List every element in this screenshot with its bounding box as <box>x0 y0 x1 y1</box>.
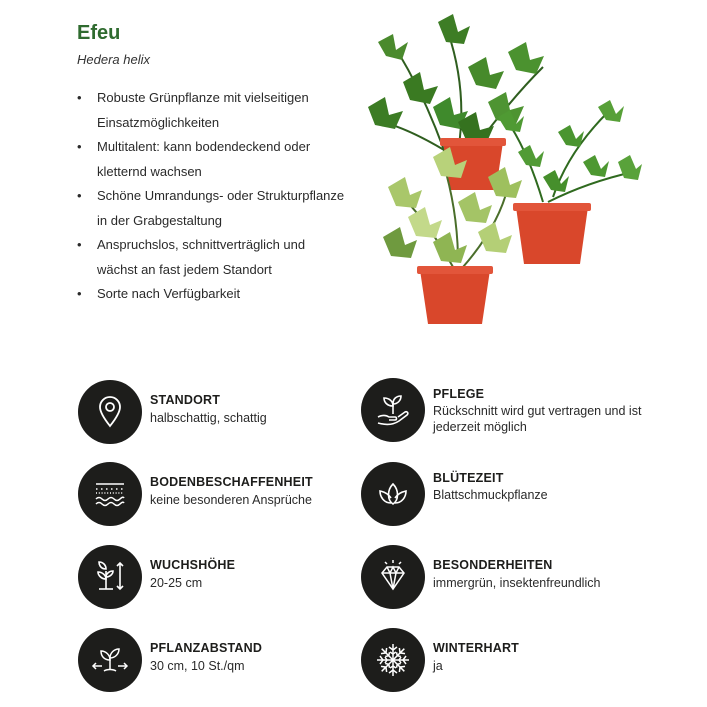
feature-bodenbeschaffenheit <box>78 462 378 528</box>
list-item <box>77 282 347 307</box>
feature-label: BLÜTEZEIT <box>433 471 504 485</box>
lotus-flower-icon <box>373 474 413 514</box>
diamond-icon <box>373 557 413 597</box>
snowflake-icon <box>373 640 413 680</box>
feature-label: PFLANZABSTAND <box>150 641 263 655</box>
feature-icon-circle <box>361 628 425 692</box>
plant-height-icon <box>90 557 130 597</box>
bullet-dot: • <box>77 286 82 301</box>
feature-pflanzabstand <box>78 628 378 694</box>
feature-pflege <box>361 378 661 444</box>
feature-wuchshoehe <box>78 545 378 611</box>
feature-value: Blattschmuckpflanze <box>433 488 548 502</box>
feature-label: BODENBESCHAFFENHEIT <box>150 475 313 489</box>
feature-value: 20-25 cm <box>150 576 203 590</box>
list-item <box>77 184 347 233</box>
bullet-text: Multitalent: kann bodendeckend oder kletternd wachsen <box>97 139 311 179</box>
feature-icon-circle <box>78 462 142 526</box>
feature-label: WUCHSHÖHE <box>150 558 236 572</box>
plant-spacing-icon <box>90 640 130 680</box>
feature-label: BESONDERHEITEN <box>433 558 553 572</box>
feature-icon-circle <box>361 462 425 526</box>
feature-label: WINTERHART <box>433 641 520 655</box>
feature-winterhart <box>361 628 661 694</box>
soil-layers-icon <box>90 474 130 514</box>
latin-name: Hedera helix <box>77 52 150 67</box>
list-item <box>77 135 347 184</box>
feature-value: immergrün, insektenfreundlich <box>433 576 601 590</box>
feature-icon-circle <box>361 378 425 442</box>
feature-bullet-list <box>77 86 347 307</box>
feature-value: 30 cm, 10 St./qm <box>150 659 245 673</box>
hand-seedling-icon <box>373 390 413 430</box>
bullet-text: Schöne Umrandungs- oder Strukturpflanze in der Grabgestaltung <box>97 188 345 228</box>
feature-icon-circle <box>361 545 425 609</box>
feature-icon-circle <box>78 628 142 692</box>
feature-standort <box>78 380 378 446</box>
ivy-plant-variegated <box>383 147 522 267</box>
feature-value: ja <box>433 659 443 673</box>
product-image <box>358 12 643 332</box>
bullet-text: Anspruchslos, schnittverträglich und wächst an fast jedem Standort <box>97 237 306 277</box>
feature-value: keine besonderen Ansprüche <box>150 493 312 507</box>
bullet-text: Robuste Grünpflanze mit vielseitigen Einsatzmöglichkeiten <box>97 90 309 130</box>
location-pin-icon <box>90 392 130 432</box>
feature-besonderheiten <box>361 545 661 611</box>
bullet-dot: • <box>77 90 82 105</box>
list-item <box>77 233 347 282</box>
feature-label: PFLEGE <box>433 387 485 401</box>
bullet-dot: • <box>77 188 82 203</box>
bullet-dot: • <box>77 139 82 154</box>
feature-icon-circle <box>78 545 142 609</box>
feature-value: halbschattig, schattig <box>150 411 267 425</box>
product-title: Efeu <box>77 22 121 44</box>
feature-label: STANDORT <box>150 393 221 407</box>
bullet-text: Sorte nach Verfügbarkeit <box>97 286 241 301</box>
feature-bluetezeit <box>361 462 661 528</box>
bullet-dot: • <box>77 237 82 252</box>
feature-icon-circle <box>78 380 142 444</box>
feature-value: Rückschnitt wird gut vertragen und ist jederzeit möglich <box>433 404 642 434</box>
list-item <box>77 86 347 135</box>
